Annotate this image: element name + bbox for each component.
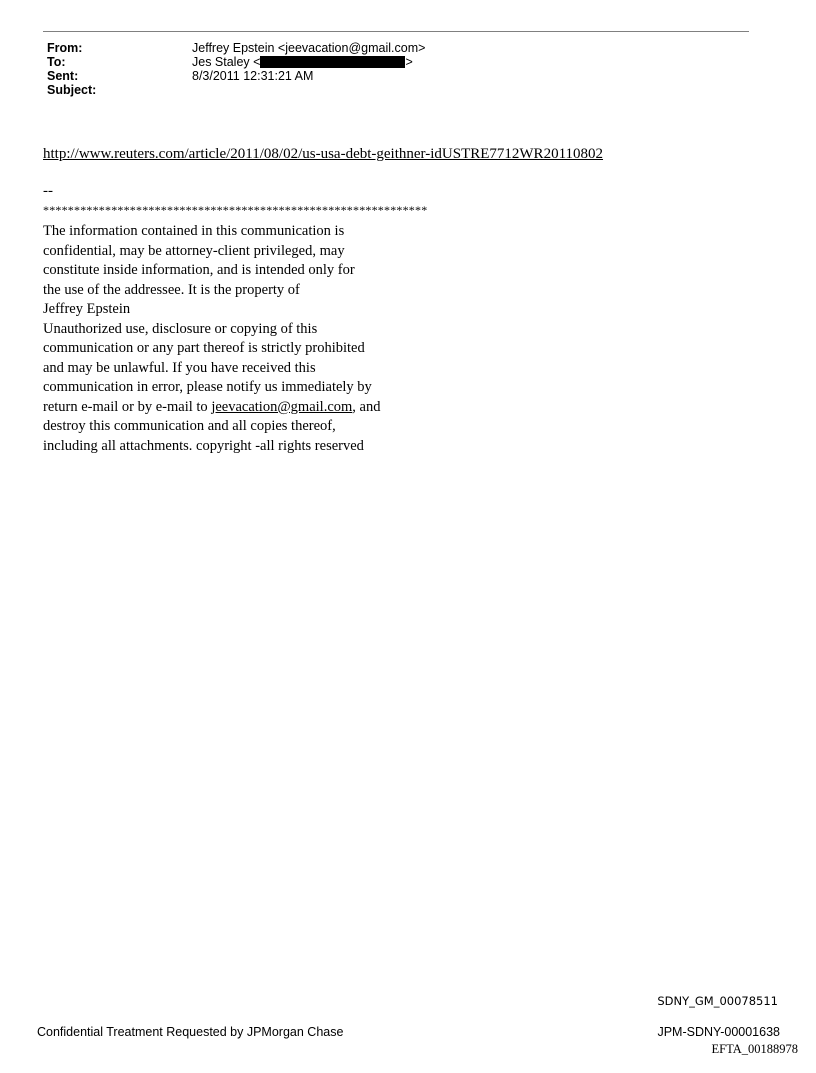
confidential-treatment-note: Confidential Treatment Requested by JPMorgan Chase	[37, 1025, 344, 1039]
email-line-prefix: return e-mail or by e-mail to	[43, 398, 212, 415]
sent-label: Sent:	[47, 69, 79, 83]
confidentiality-disclaimer	[43, 222, 423, 456]
disclaimer-line: communication in error, please notify us immediately by	[43, 379, 372, 395]
to-row	[47, 55, 425, 69]
disclaimer-line: constitute inside information, and is intended only for	[43, 262, 355, 278]
disclaimer-line: the use of the addressee. It is the property of	[43, 281, 300, 298]
disclaimer-line: The information contained in this communication is	[43, 223, 345, 239]
disclaimer-line: destroy this communication and all copies thereof,	[43, 418, 336, 434]
to-value-suffix: >	[405, 55, 413, 69]
bates-number-efta: EFTA_00188978	[711, 1042, 798, 1056]
disclaimer-line: Jeffrey Epstein	[43, 301, 131, 317]
from-value: Jeffrey Epstein <jeevacation@gmail.com>	[192, 41, 426, 55]
header-divider	[43, 31, 749, 32]
to-value-prefix: Jes Staley <	[192, 55, 261, 69]
redaction-box	[260, 56, 405, 68]
disclaimer-line: communication or any part thereof is strictly prohibited	[43, 340, 365, 356]
disclaimer-line: Unauthorized use, disclosure or copying of this	[43, 320, 318, 337]
subject-label: Subject:	[47, 83, 97, 97]
to-value	[192, 55, 413, 69]
email-header	[47, 41, 425, 97]
email-line-suffix: , and	[352, 398, 381, 415]
bates-number-sdny: SDNY_GM_00078511	[657, 994, 778, 1008]
from-label: From:	[47, 41, 83, 55]
signature-separator: --	[43, 183, 53, 199]
to-label: To:	[47, 55, 66, 69]
disclaimer-line: and may be unlawful. If you have received this	[43, 359, 316, 376]
subject-row	[47, 83, 425, 97]
email-link[interactable]: jeevacation@gmail.com	[211, 398, 353, 415]
disclaimer-line: including all attachments. copyright -all rights reserved	[43, 437, 364, 454]
bates-number-jpm: JPM-SDNY-00001638	[657, 1025, 780, 1039]
sent-value: 8/3/2011 12:31:21 AM	[192, 69, 314, 83]
sent-row	[47, 69, 425, 83]
asterisk-divider: **************************************************************	[43, 203, 428, 217]
disclaimer-line: confidential, may be attorney-client privileged, may	[43, 242, 345, 259]
disclaimer-email-line	[43, 398, 423, 418]
article-link[interactable]: http://www.reuters.com/article/2011/08/02/us-usa-debt-geithner-idUSTRE7712WR20110802	[43, 146, 604, 162]
from-row	[47, 41, 425, 55]
